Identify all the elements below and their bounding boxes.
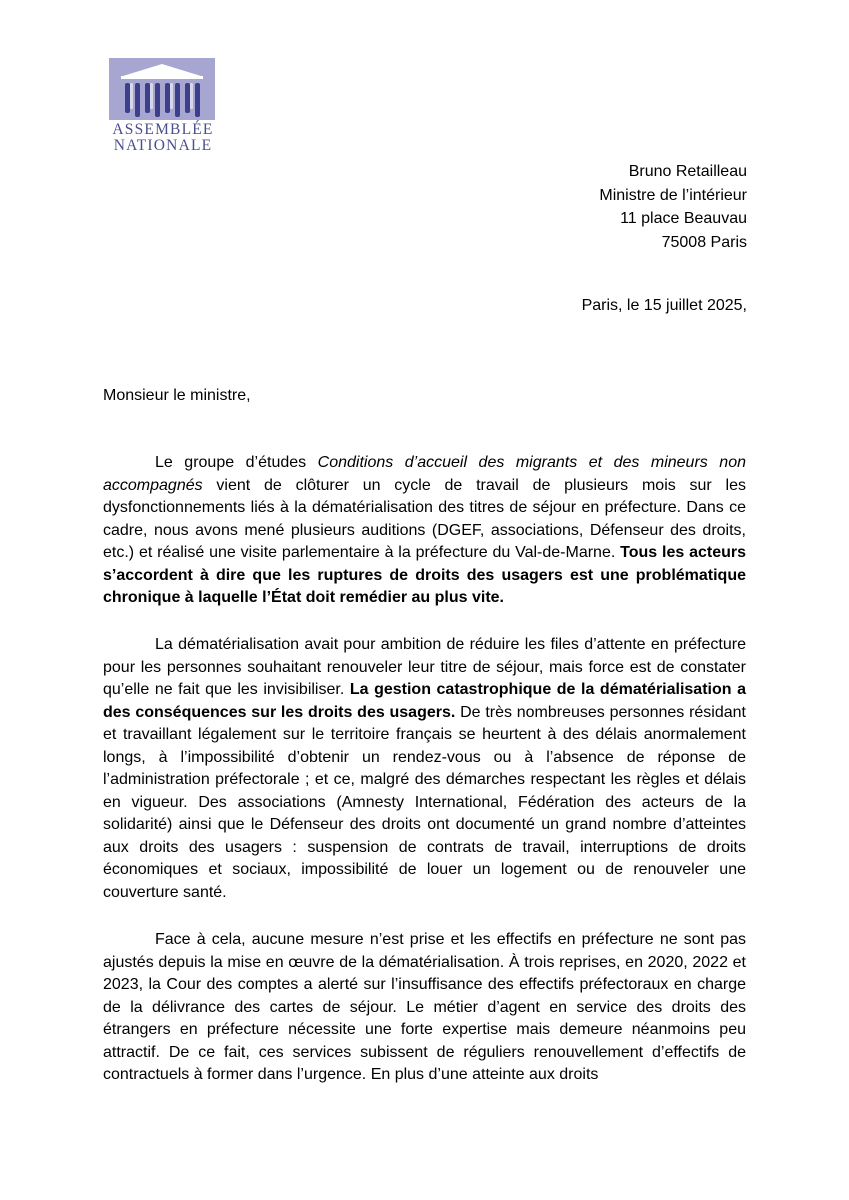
p2-bold-statement: La gestion catastrophique de la dématérialisation a des conséquences sur les droits des usagers. bbox=[103, 681, 746, 721]
letter-date: Paris, le 15 juillet 2025, bbox=[581, 297, 747, 314]
assemblee-nationale-logo bbox=[108, 58, 218, 158]
recipient-address bbox=[599, 160, 747, 254]
p2-text-1: La dématérialisation avait pour ambition de réduire les files d’attente en préfecture pour les personnes souhaitant renouveler leur titre de séjour, mais force est de constater qu’elle ne fait que les invisibiliser. bbox=[103, 636, 746, 698]
paragraph-3 bbox=[103, 929, 746, 1087]
recipient-name: Bruno Retailleau bbox=[628, 163, 747, 180]
p1-italic-group-name: Conditions d’accueil des migrants et des mineurs non accompagnés bbox=[103, 454, 746, 494]
p2-text-2: De très nombreuses personnes résidant et travaillant légalement sur le territoire français se heurtent à des délais anormalement longs, à l’impossibilité d’obtenir un rendez-vous ou à l’absence de réponse de l’administration préfectorale ; et ce, malgré des démarches respectant les règles et délais en vigueur. Des associations (Amnesty International, Fédération des acteurs de la solidarité) ainsi que le Défenseur des droits ont documenté un grand nombre d’atteintes aux droits des usagers : suspension de contrats de travail, interruptions de droits économiques et sociaux, impossibilité de louer un logement ou de renouveler une couverture santé. bbox=[103, 703, 746, 901]
paragraph-2 bbox=[103, 634, 746, 904]
logo-text-line1: ASSEMBLÉE bbox=[112, 121, 214, 138]
recipient-street: 11 place Beauvau bbox=[620, 210, 747, 227]
p1-bold-conclusion: Tous les acteurs s’accordent à dire que les ruptures de droits des usagers est une problématique chronique à laquelle l’État doit remédier au plus vite. bbox=[103, 544, 747, 606]
hemicycle-icon bbox=[109, 58, 215, 120]
p1-text-2: vient de clôturer un cycle de travail de plusieurs mois sur les dysfonctionnements liés à la dématérialisation des titres de séjour en préfecture. Dans ce cadre, nous avons mené plusieurs auditions (DGEF, associations, Défenseur des droits, etc.) et réalisé une visite parlementaire à la préfecture du Val-de-Marne. bbox=[103, 476, 746, 561]
p1-text-1: Le groupe d’études bbox=[155, 454, 318, 471]
logo-emblem bbox=[109, 58, 215, 120]
recipient-title: Ministre de l’intérieur bbox=[599, 186, 747, 204]
recipient-city: 75008 Paris bbox=[661, 233, 747, 251]
paragraph-1 bbox=[103, 452, 746, 610]
salutation: Monsieur le ministre, bbox=[103, 387, 251, 404]
logo-text-line2: NATIONALE bbox=[113, 137, 213, 154]
p3-text-1: Face à cela, aucune mesure n’est prise et les effectifs en préfecture ne sont pas ajustés depuis la mise en œuvre de la dématérialisation. À trois reprises, en 2020, 2022 et 2023, la Cour des comptes a alerté sur l’insuffisance des effectifs préfectoraux en charge de la délivrance des cartes de séjour. Le métier d’agent en service des droits des étrangers en préfecture nécessite une forte expertise mais demeure néanmoins peu attractif. De ce fait, ces services subissent de réguliers renouvellement d’effectifs de contractuels à former dans l’urgence. En plus d’une atteinte aux droits bbox=[103, 931, 746, 1083]
